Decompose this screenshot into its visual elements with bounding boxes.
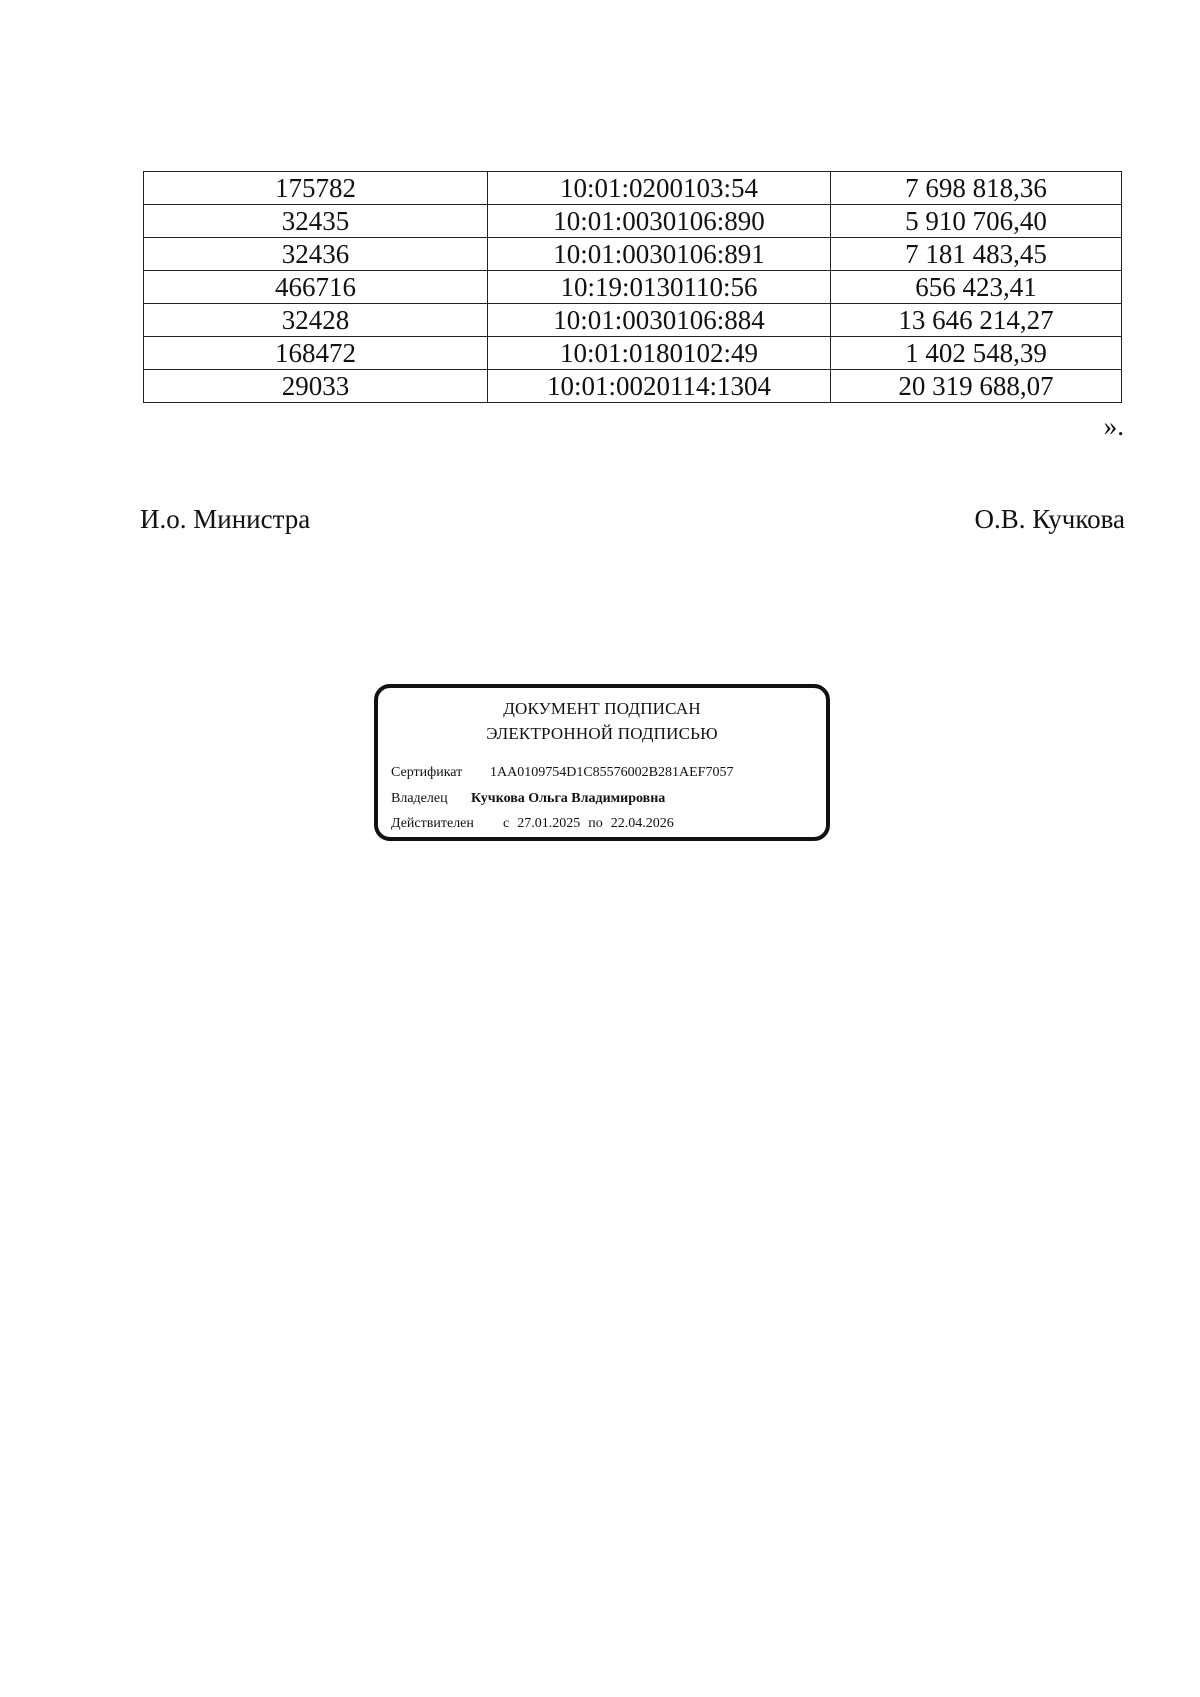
table-row — [144, 172, 1122, 205]
table-cell: 7 181 483,45 — [831, 238, 1122, 271]
table-cell: 32436 — [144, 238, 488, 271]
stamp-valid-to-prefix: по — [588, 816, 603, 831]
table-cell: 13 646 214,27 — [831, 304, 1122, 337]
table-row — [144, 205, 1122, 238]
stamp-certificate-label: Сертификат — [391, 765, 463, 780]
stamp-valid-from: 27.01.2025 — [517, 816, 581, 831]
stamp-owner-row — [391, 790, 665, 808]
table-cell: 175782 — [144, 172, 488, 205]
stamp-owner-value: Кучкова Ольга Владимировна — [471, 791, 666, 806]
table-cell: 32428 — [144, 304, 488, 337]
table-cell: 7 698 818,36 — [831, 172, 1122, 205]
table-cell: 10:01:0020114:1304 — [488, 370, 831, 403]
table-row — [144, 370, 1122, 403]
table-cell: 10:01:0180102:49 — [488, 337, 831, 370]
electronic-signature-stamp — [374, 684, 830, 841]
table-cell: 10:19:0130110:56 — [488, 271, 831, 304]
stamp-certificate-row — [391, 764, 733, 782]
table-cell: 466716 — [144, 271, 488, 304]
table-cell: 10:01:0200103:54 — [488, 172, 831, 205]
table-cell: 29033 — [144, 370, 488, 403]
stamp-owner-label: Владелец — [391, 791, 448, 806]
closing-quote: ». — [1103, 411, 1124, 441]
table-cell: 1 402 548,39 — [831, 337, 1122, 370]
stamp-heading-line2: ЭЛЕКТРОННОЙ ПОДПИСЬЮ — [486, 724, 718, 743]
signer-name: О.В. Кучкова — [974, 504, 1125, 534]
table-cell: 20 319 688,07 — [831, 370, 1122, 403]
stamp-certificate-value: 1AA0109754D1C85576002B281AEF7057 — [490, 765, 734, 780]
signer-title: И.о. Министра — [140, 504, 311, 534]
table-row — [144, 337, 1122, 370]
stamp-heading-line1: ДОКУМЕНТ ПОДПИСАН — [503, 699, 701, 718]
stamp-validity-row — [391, 815, 674, 833]
table-row — [144, 304, 1122, 337]
table-cell: 32435 — [144, 205, 488, 238]
table-row — [144, 271, 1122, 304]
stamp-valid-label: Действителен — [391, 816, 474, 831]
table-cell: 10:01:0030106:884 — [488, 304, 831, 337]
table-cell: 10:01:0030106:891 — [488, 238, 831, 271]
table-row — [144, 238, 1122, 271]
table-cell: 10:01:0030106:890 — [488, 205, 831, 238]
data-table — [143, 171, 1122, 403]
table-cell: 168472 — [144, 337, 488, 370]
table-cell: 656 423,41 — [831, 271, 1122, 304]
stamp-valid-to: 22.04.2026 — [610, 816, 674, 831]
table-cell: 5 910 706,40 — [831, 205, 1122, 238]
stamp-valid-from-prefix: с — [503, 816, 510, 831]
